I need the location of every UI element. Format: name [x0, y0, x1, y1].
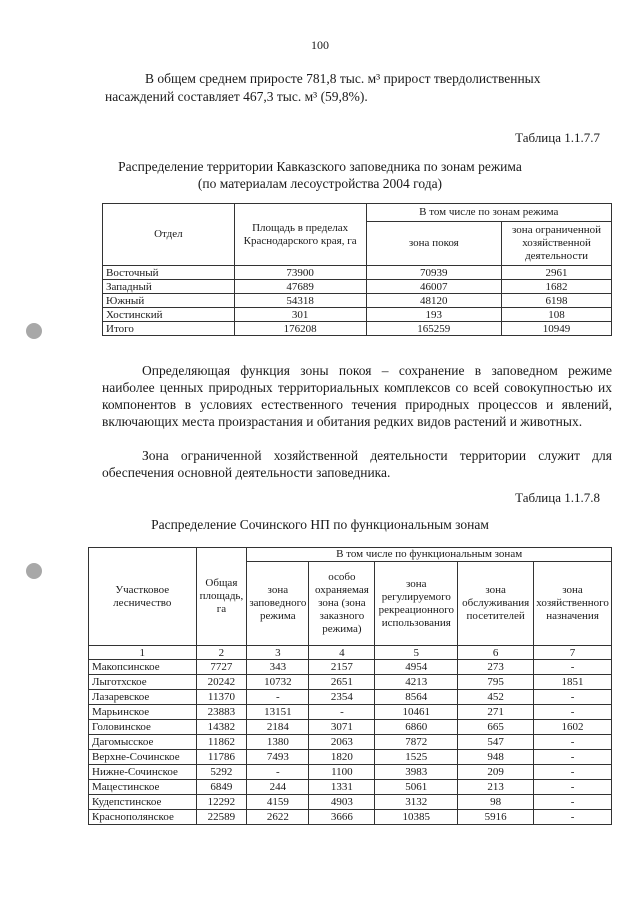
recreation-cell: 3983	[375, 765, 458, 780]
service-cell: 5916	[458, 810, 534, 825]
economic-cell: -	[534, 765, 612, 780]
table-row	[89, 690, 612, 705]
protected-cell: 2354	[309, 690, 375, 705]
total-cell: 22589	[196, 810, 247, 825]
protected-cell: 1820	[309, 750, 375, 765]
paragraph-limited-zone: Зона ограниченной хозяйственной деятельности территории служит для обеспечения основной деятельности заповедника.	[102, 448, 612, 480]
recreation-cell: 4954	[375, 660, 458, 675]
punch-hole-bottom	[26, 563, 42, 579]
table1-caption-line2: (по материалам лесоустройства 2004 года)	[197, 176, 443, 191]
area-cell: 176208	[234, 322, 366, 336]
t2-colnum: 6	[458, 646, 534, 660]
table-row	[89, 750, 612, 765]
economic-cell: -	[534, 660, 612, 675]
rest-zone-cell: 165259	[366, 322, 502, 336]
area-cell: 47689	[234, 280, 366, 294]
table-row	[89, 705, 612, 720]
table-row	[103, 322, 612, 336]
limited-zone-cell: 108	[502, 308, 612, 322]
t2-header-economic: зона хозяйственного назначения	[534, 562, 612, 646]
protected-cell: 4903	[309, 795, 375, 810]
reserve-cell: 4159	[247, 795, 309, 810]
service-cell: 213	[458, 780, 534, 795]
reserve-cell: 1380	[247, 735, 309, 750]
service-cell: 948	[458, 750, 534, 765]
table2-caption: Распределение Сочинского НП по функциональным зонам	[151, 517, 489, 532]
economic-cell: 1851	[534, 675, 612, 690]
paragraph-rest-zone: Определяющая функция зоны покоя – сохранение в заповедном режиме наиболее ценных природных территориальных комплексов со всей совокупностью их компонентов в условиях естественного течения природных процессов и явлений, включающих места произрастания и обитания редких видов растений и животных.	[102, 363, 612, 429]
t2-colnum: 1	[89, 646, 197, 660]
recreation-cell: 1525	[375, 750, 458, 765]
t1-header-area: Площадь в пределах Краснодарского края, га	[234, 204, 366, 266]
total-cell: 11786	[196, 750, 247, 765]
rest-zone-cell: 48120	[366, 294, 502, 308]
protected-cell: 1100	[309, 765, 375, 780]
total-cell: 14382	[196, 720, 247, 735]
name-cell: Лыготхское	[89, 675, 197, 690]
table-row	[103, 266, 612, 280]
dept-name-cell: Восточный	[103, 266, 235, 280]
t2-header-forestry: Участковое лесничество	[89, 548, 197, 646]
t2-header-recreation: зона регулируемого рекреационного использования	[375, 562, 458, 646]
t1-header-group: В том числе по зонам режима	[366, 204, 612, 222]
economic-cell: -	[534, 705, 612, 720]
table-row	[89, 735, 612, 750]
t2-colnum: 7	[534, 646, 612, 660]
recreation-cell: 5061	[375, 780, 458, 795]
t2-header-reserve: зона заповедного режима	[247, 562, 309, 646]
economic-cell: 1602	[534, 720, 612, 735]
table-row	[103, 280, 612, 294]
recreation-cell: 3132	[375, 795, 458, 810]
reserve-cell: 2184	[247, 720, 309, 735]
area-cell: 54318	[234, 294, 366, 308]
service-cell: 452	[458, 690, 534, 705]
total-cell: 11370	[196, 690, 247, 705]
service-cell: 273	[458, 660, 534, 675]
area-cell: 301	[234, 308, 366, 322]
service-cell: 98	[458, 795, 534, 810]
limited-zone-cell: 6198	[502, 294, 612, 308]
table1-caption-line1: Распределение территории Кавказского заповедника по зонам режима	[118, 159, 522, 174]
name-cell: Краснополянское	[89, 810, 197, 825]
t2-header-total: Общая площадь, га	[196, 548, 247, 646]
reserve-cell: 343	[247, 660, 309, 675]
table-row	[103, 308, 612, 322]
zones-table-1	[102, 203, 612, 336]
reserve-cell: 244	[247, 780, 309, 795]
reserve-cell: -	[247, 690, 309, 705]
zones-table-2	[88, 547, 612, 825]
reserve-cell: 13151	[247, 705, 309, 720]
dept-name-cell: Хостинский	[103, 308, 235, 322]
t1-header-dept: Отдел	[103, 204, 235, 266]
service-cell: 547	[458, 735, 534, 750]
service-cell: 665	[458, 720, 534, 735]
protected-cell: 2157	[309, 660, 375, 675]
limited-zone-cell: 2961	[502, 266, 612, 280]
reserve-cell: 2622	[247, 810, 309, 825]
table-row	[89, 810, 612, 825]
intro-line-2: насаждений составляет 467,3 тыс. м³ (59,8%).	[105, 89, 368, 104]
t1-header-limited: зона ограниченной хозяйственной деятельности	[502, 222, 612, 266]
recreation-cell: 10385	[375, 810, 458, 825]
name-cell: Лазаревское	[89, 690, 197, 705]
t2-colnum: 2	[196, 646, 247, 660]
t2-column-numbers	[89, 646, 612, 660]
name-cell: Верхне-Сочинское	[89, 750, 197, 765]
name-cell: Головинское	[89, 720, 197, 735]
reserve-cell: 10732	[247, 675, 309, 690]
total-cell: 7727	[196, 660, 247, 675]
rest-zone-cell: 46007	[366, 280, 502, 294]
economic-cell: -	[534, 810, 612, 825]
limited-zone-cell: 10949	[502, 322, 612, 336]
total-cell: 5292	[196, 765, 247, 780]
table-row	[89, 660, 612, 675]
table-row	[89, 765, 612, 780]
name-cell: Дагомысское	[89, 735, 197, 750]
recreation-cell: 4213	[375, 675, 458, 690]
dept-name-cell: Итого	[103, 322, 235, 336]
intro-line-1: В общем среднем приросте 781,8 тыс. м³ прирост твердолиственных	[145, 71, 541, 86]
t2-colnum: 3	[247, 646, 309, 660]
protected-cell: 2651	[309, 675, 375, 690]
t2-header-service: зона обслуживания посетителей	[458, 562, 534, 646]
economic-cell: -	[534, 795, 612, 810]
dept-name-cell: Южный	[103, 294, 235, 308]
service-cell: 271	[458, 705, 534, 720]
protected-cell: 3666	[309, 810, 375, 825]
economic-cell: -	[534, 780, 612, 795]
table-row	[89, 720, 612, 735]
punch-hole-top	[26, 323, 42, 339]
reserve-cell: 7493	[247, 750, 309, 765]
economic-cell: -	[534, 750, 612, 765]
total-cell: 11862	[196, 735, 247, 750]
limited-zone-cell: 1682	[502, 280, 612, 294]
rest-zone-cell: 193	[366, 308, 502, 322]
total-cell: 20242	[196, 675, 247, 690]
protected-cell: 3071	[309, 720, 375, 735]
total-cell: 12292	[196, 795, 247, 810]
reserve-cell: -	[247, 765, 309, 780]
protected-cell: 2063	[309, 735, 375, 750]
recreation-cell: 8564	[375, 690, 458, 705]
name-cell: Марьинское	[89, 705, 197, 720]
table-row	[89, 675, 612, 690]
protected-cell: 1331	[309, 780, 375, 795]
table-row	[89, 795, 612, 810]
economic-cell: -	[534, 735, 612, 750]
t2-header-group: В том числе по функциональным зонам	[247, 548, 612, 562]
economic-cell: -	[534, 690, 612, 705]
service-cell: 795	[458, 675, 534, 690]
total-cell: 6849	[196, 780, 247, 795]
page-number: 100	[311, 38, 329, 52]
t2-header-protected: особо охраняемая зона (зона заказного режима)	[309, 562, 375, 646]
total-cell: 23883	[196, 705, 247, 720]
dept-name-cell: Западный	[103, 280, 235, 294]
protected-cell: -	[309, 705, 375, 720]
table1-label: Таблица 1.1.7.7	[515, 130, 600, 145]
t2-colnum: 5	[375, 646, 458, 660]
table2-label: Таблица 1.1.7.8	[515, 490, 600, 505]
rest-zone-cell: 70939	[366, 266, 502, 280]
recreation-cell: 7872	[375, 735, 458, 750]
service-cell: 209	[458, 765, 534, 780]
name-cell: Мацестинское	[89, 780, 197, 795]
name-cell: Кудепстинское	[89, 795, 197, 810]
t1-header-rest: зона покоя	[366, 222, 502, 266]
name-cell: Макопсинское	[89, 660, 197, 675]
table-row	[89, 780, 612, 795]
table-row	[103, 294, 612, 308]
name-cell: Нижне-Сочинское	[89, 765, 197, 780]
recreation-cell: 10461	[375, 705, 458, 720]
recreation-cell: 6860	[375, 720, 458, 735]
area-cell: 73900	[234, 266, 366, 280]
t2-colnum: 4	[309, 646, 375, 660]
